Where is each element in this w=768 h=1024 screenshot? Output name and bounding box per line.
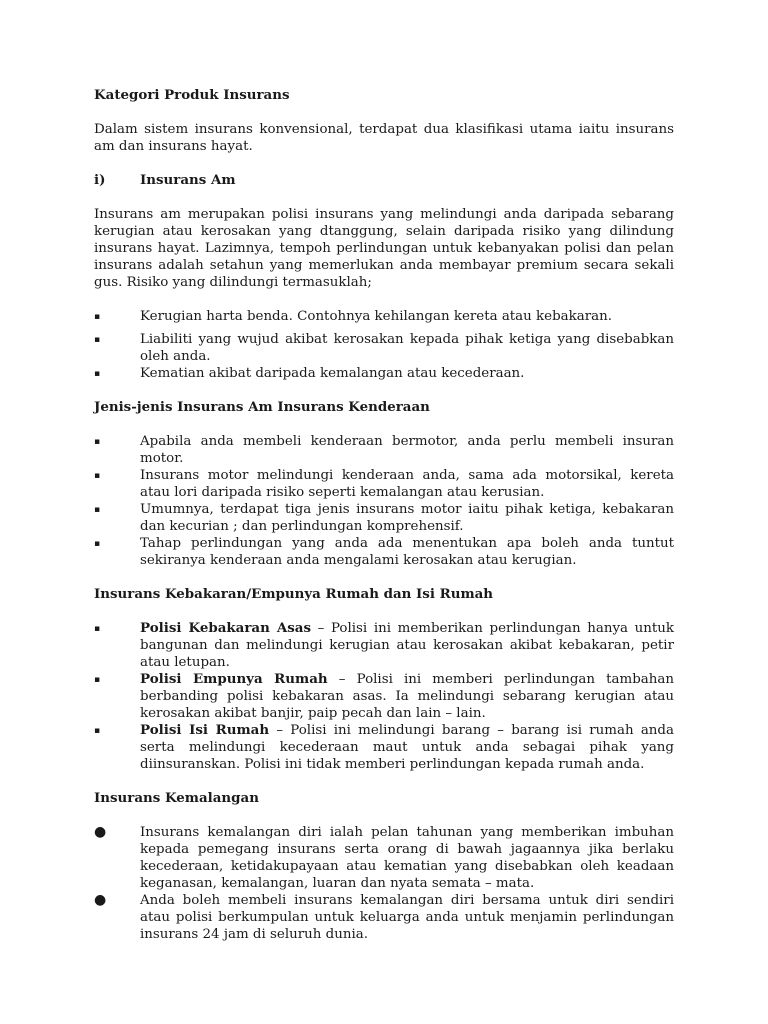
list-item: ▪ Polisi Empunya Rumah – Polisi ini memberi perlindungan tambahan berbanding polisi kebakaran asas. Ia melindungi sebarang kerugian atau kerosakan akibat banjir, paip pecah dan lain – lain. xyxy=(94,671,674,721)
list-item: ● Anda boleh membeli insurans kemalangan diri bersama untuk diri sendiri atau polisi berkumpulan untuk keluarga anda untuk menjamin perlindungan insurans 24 jam di seluruh dunia. xyxy=(94,892,674,942)
square-bullet-icon: ▪ xyxy=(94,437,101,447)
square-bullet-icon: ▪ xyxy=(94,539,101,549)
kebakaran-list xyxy=(94,620,674,773)
square-bullet-icon: ▪ xyxy=(94,369,101,379)
section-kenderaan-heading: Jenis-jenis Insurans Am Insurans Kenderaan xyxy=(94,399,430,415)
section-insurans-am-heading xyxy=(94,172,674,189)
insurans-am-list xyxy=(94,308,674,382)
round-bullet-icon: ● xyxy=(94,892,107,908)
list-item: ▪ Polisi Kebakaran Asas – Polisi ini memberikan perlindungan hanya untuk bangunan dan melindungi kerugian atau kerosakan akibat kebakaran, petir atau letupan. xyxy=(94,620,674,670)
policy-term: Polisi Isi Rumah xyxy=(140,722,270,738)
list-item: ▪ Liabiliti yang wujud akibat kerosakan kepada pihak ketiga yang disebabkan oleh anda. xyxy=(94,332,674,364)
square-bullet-icon: ▪ xyxy=(94,471,101,481)
kenderaan-list xyxy=(94,433,674,569)
page-title: Kategori Produk Insurans xyxy=(94,87,290,103)
square-bullet-icon: ▪ xyxy=(94,675,101,685)
section-number: i) xyxy=(94,172,106,188)
policy-term: Polisi Empunya Rumah xyxy=(140,671,328,687)
section-kemalangan-heading: Insurans Kemalangan xyxy=(94,790,259,806)
square-bullet-icon: ▪ xyxy=(94,312,101,322)
intro-paragraph: Dalam sistem insurans konvensional, terdapat dua klasifikasi utama iaitu insurans am dan insurans hayat. xyxy=(94,122,674,154)
square-bullet-icon: ▪ xyxy=(94,726,101,736)
list-item: ▪ Kerugian harta benda. Contohnya kehilangan kereta atau kebakaran. xyxy=(94,309,613,324)
list-item: ▪ Polisi Isi Rumah – Polisi ini melindungi barang – barang isi rumah anda serta melindungi kecederaan maut untuk anda sebagai pihak yang diinsuranskan. Polisi ini tidak memberi perlindungan kepada rumah anda. xyxy=(94,722,674,772)
insurans-am-paragraph: Insurans am merupakan polisi insurans yang melindungi anda daripada sebarang kerugian atau kerosakan yang dtanggung, selain daripada risiko yang dilindung insurans hayat. Lazimnya, tempoh perlindungan untuk kebanyakan polisi dan pelan insurans adalah setahun yang memerlukan anda membayar premium secara sekali gus. Risiko yang dilindungi termasuklah; xyxy=(94,207,674,290)
square-bullet-icon: ▪ xyxy=(94,505,101,515)
list-item: ▪ Apabila anda membeli kenderaan bermotor, anda perlu membeli insuran motor. xyxy=(94,434,674,466)
policy-term: Polisi Kebakaran Asas xyxy=(140,620,311,636)
section-kebakaran-heading: Insurans Kebakaran/Empunya Rumah dan Isi Rumah xyxy=(94,586,494,602)
section-title: Insurans Am xyxy=(140,172,236,188)
kemalangan-list xyxy=(94,824,674,943)
list-item: ▪ Insurans motor melindungi kenderaan anda, sama ada motorsikal, kereta atau lori daripada risiko seperti kemalangan atau kerusian. xyxy=(94,468,674,500)
square-bullet-icon: ▪ xyxy=(94,624,101,634)
list-item: ▪ Kematian akibat daripada kemalangan atau kecederaan. xyxy=(94,366,525,381)
round-bullet-icon: ● xyxy=(94,824,107,840)
list-item: ● Insurans kemalangan diri ialah pelan tahunan yang memberikan imbuhan kepada pemegang insurans serta orang di bawah jagaannya jika berlaku kecederaan, ketidakupayaan atau kematian yang disebabkan oleh keadaan keganasan, kemalangan, luaran dan nyata semata – mata. xyxy=(94,824,674,891)
list-item: ▪ Umumnya, terdapat tiga jenis insurans motor iaitu pihak ketiga, kebakaran dan kecurian ; dan perlindungan komprehensif. xyxy=(94,502,674,534)
list-item: ▪ Tahap perlindungan yang anda ada menentukan apa boleh anda tuntut sekiranya kenderaan anda mengalami kerosakan atau kerugian. xyxy=(94,536,674,568)
square-bullet-icon: ▪ xyxy=(94,335,101,345)
